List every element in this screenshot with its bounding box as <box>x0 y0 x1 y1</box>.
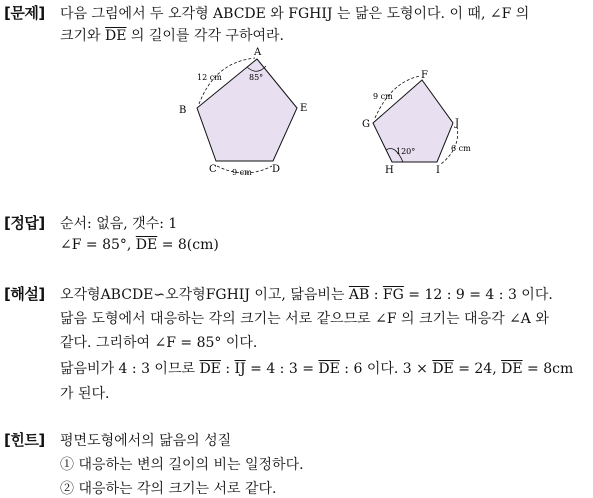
explanation-text-4c: = 4 : 3 = <box>245 361 319 377</box>
answer-line-2 <box>60 237 219 253</box>
hint-tag: [힌트] <box>4 431 45 449</box>
answer-text-1: 순서: 없음, 갯수: 1 <box>60 216 178 232</box>
segment-de: $\overline{DE}$ <box>105 28 127 44</box>
vertex-f: F <box>421 70 428 81</box>
segment-de: $\overline{DE}$ <box>135 237 158 253</box>
pentagon-abcde-figure <box>175 44 325 180</box>
vertex-h: H <box>385 165 394 176</box>
problem-text-1: 다음 그림에서 두 오각형 ABCDE 와 FGHIJ 는 닮은 도형이다. 이 때, ∠F 의 <box>60 6 530 22</box>
hint-line-2 <box>60 454 304 474</box>
hint-text-2: ① 대응하는 변의 길이의 비는 일정하다. <box>60 457 304 473</box>
vertex-c: C <box>209 164 217 175</box>
vertex-a: A <box>254 47 262 58</box>
problem-text-2a: 크기와 <box>60 28 106 44</box>
explanation-line-1 <box>60 284 553 304</box>
segment-ij: $\overline{IJ}$ <box>234 361 246 377</box>
explanation-text-4f: = 8cm <box>522 361 574 377</box>
explanation-line-2 <box>60 308 549 328</box>
explanation-text-4e: = 24, <box>453 361 502 377</box>
segment-de: $\overline{DE}$ <box>501 361 523 377</box>
label-side-ij: 6 cm <box>451 144 471 153</box>
segment-ab: $\overline{AB}$ <box>348 287 370 303</box>
explanation-text-3: 같다. 그리하여 ∠F = 85° 이다. <box>60 335 258 351</box>
hint-text-3: ② 대응하는 각의 크기는 서로 같다. <box>60 481 277 497</box>
hint-line-3 <box>60 478 277 498</box>
explanation-text-1c: = 12 : 9 = 4 : 3 이다. <box>403 287 553 303</box>
problem-line-1 <box>60 3 529 23</box>
vertex-d: D <box>272 164 281 175</box>
explanation-text-4d: : 6 이다. 3 × <box>339 361 433 377</box>
answer-tag: [정답] <box>4 214 45 232</box>
explanation-line-3 <box>60 332 257 352</box>
label-side-ab: 12 cm <box>197 73 222 82</box>
problem-tag: [문제] <box>4 4 45 22</box>
explanation-text-2: 닮음 도형에서 대응하는 각의 크기는 서로 같으므로 ∠F 의 크기는 대응각 ∠A 와 <box>60 311 549 327</box>
explanation-line-4 <box>60 358 573 378</box>
explanation-tag: [해설] <box>4 285 45 303</box>
explanation-text-5: 가 된다. <box>60 386 110 402</box>
explanation-text-4b: : <box>220 361 235 377</box>
vertex-j: J <box>455 118 460 129</box>
answer-text-2a: ∠F = 85°, <box>60 237 136 253</box>
segment-de: $\overline{DE}$ <box>199 361 221 377</box>
label-angle-a: 85° <box>249 73 264 82</box>
answer-text-2b: = 8(cm) <box>157 237 219 253</box>
vertex-b: B <box>179 105 187 116</box>
explanation-text-1b: : <box>369 287 383 303</box>
vertex-i: I <box>436 165 440 176</box>
label-side-fg: 9 cm <box>373 92 393 101</box>
answer-line-1 <box>60 213 177 233</box>
hint-line-1 <box>60 430 231 450</box>
segment-fg: $\overline{FG}$ <box>382 287 404 303</box>
explanation-text-4a: 닮음비가 4 : 3 이므로 <box>60 361 200 377</box>
pentagon-fghij-figure <box>355 66 485 180</box>
problem-line-2 <box>60 25 284 45</box>
label-side-cd: 9 cm <box>232 168 252 177</box>
segment-de: $\overline{DE}$ <box>432 361 454 377</box>
explanation-text-1a: 오각형ABCDE∽오각형FGHIJ 이고, 닮음비는 <box>60 287 349 303</box>
vertex-g: G <box>362 119 370 130</box>
label-angle-h: 120° <box>396 147 416 156</box>
segment-de: $\overline{DE}$ <box>318 361 340 377</box>
hint-text-1: 평면도형에서의 닮음의 성질 <box>60 433 232 449</box>
problem-text-2b: 의 길이를 각각 구하여라. <box>126 28 284 44</box>
vertex-e: E <box>300 103 308 114</box>
explanation-line-5 <box>60 383 109 403</box>
